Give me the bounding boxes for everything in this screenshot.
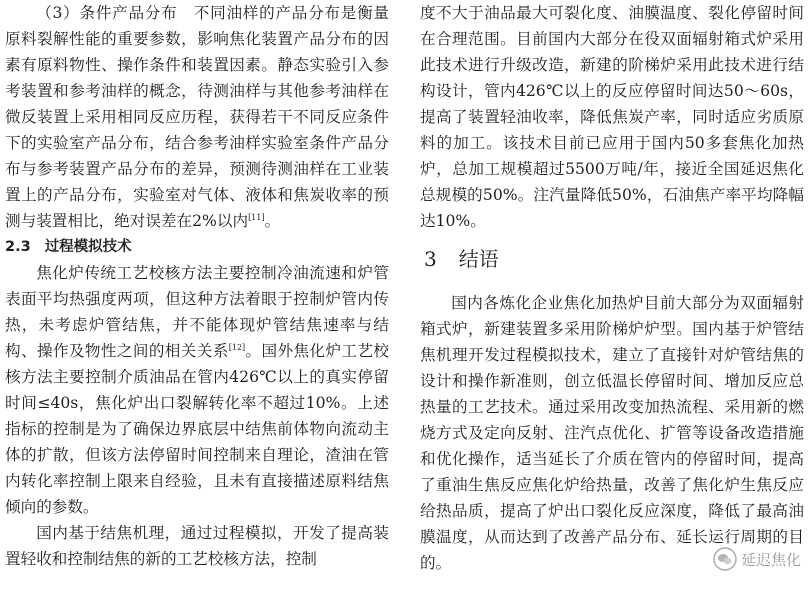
paragraph-text: 国内基于结焦机理，通过过程模拟，开发了提高装置轻收和控制结焦的新的工艺校核方法，控制 — [5, 524, 389, 568]
paragraph-text: 国内各炼化企业焦化加热炉目前大部分为双面辐射箱式炉，新建装置多采用阶梯炉炉型。国内基于炉管结焦机理开发过程模拟技术，建立了直接针对炉管结焦的设计和操作新准则，创立低温长停留时间、增加反应总热量的工艺技术。通过采用改变加热流程、采用新的燃烧方式及定向反射、注汽点优化、扩管等设备改造措施和优化操作，适当延长了介质在管内的停留时间，提高了重油生焦反应焦化炉给热量，改善了焦化炉生焦反应给热品质，提高了炉出口裂化反应深度，降低了最高油膜温度，从而达到了改善产品分布、延长运行周期的目的。 — [420, 294, 804, 572]
heading-title: 结语 — [458, 247, 499, 271]
wechat-icon — [713, 547, 737, 571]
paragraph-conclusion — [420, 290, 804, 576]
paragraph-text: 度不大于油品最大可裂化度、油膜温度、裂化停留时间在合理范围。目前国内大部分在役双面辐射箱式炉采用此技术进行升级改造，新建的阶梯炉采用此技术进行结构设计，管内426℃以上的反应停留时间达50～60s，提高了装置轻油收率，降低焦炭产率，同时适应劣质原料的加工。该技术目前已应用于国内50多套焦化加热炉，总加工规模超过5500万吨/年，接近全国延迟焦化总规模的50%。注汽量降低50%，石油焦产率平均降幅达10%。 — [420, 4, 804, 230]
watermark-text: 延迟焦化 — [740, 550, 801, 569]
right-column — [420, 0, 804, 576]
wechat-watermark — [711, 547, 803, 571]
heading-number: 3 — [424, 247, 437, 271]
section-heading-3 — [424, 244, 804, 274]
paragraph-text: （3）条件产品分布 不同油样的产品分布是衡量原料裂解性能的重要参数，影响焦化装置产品分布的因素有原料物性、操作条件和装置因素。静态实验引入参考装置和参考油样的概念，待测油样与其他参考油样在微反装置上采用相同反应历程，获得若干不同反应条件下的实验室产品分布，结合参考油样实验室条件产品分布与参考装置产品分布的差异，预测待测油样在工业装置上的产品分布，实验室对气体、液体和焦炭收率的预测与装置相比，绝对误差在2%以内 — [5, 4, 389, 230]
section-number: 2.3 — [5, 239, 31, 255]
left-column — [5, 0, 389, 572]
paragraph-text: 焦化炉传统工艺校核方法主要控制冷油流速和炉管表面平均热强度两项，但这种方法着眼于控制炉管内传热，未考虑炉管结焦，并不能体现炉管结焦速率与结构、操作及物性之间的相关关系 — [5, 264, 389, 360]
section-title: 过程模拟技术 — [44, 239, 132, 255]
citation-11[interactable]: [11] — [248, 213, 265, 222]
paragraph-text-end: 。 — [264, 212, 281, 230]
citation-12[interactable]: [12] — [228, 343, 246, 352]
paragraph-domestic-method — [5, 520, 389, 572]
section-heading-2-3 — [5, 234, 389, 260]
paragraph-process-simulation — [5, 260, 389, 520]
paragraph-product-distribution — [5, 0, 389, 234]
paragraph-text-end: 。国外焦化炉工艺校核方法主要控制介质油品在管内426℃以上的真实停留时间≤40s，焦化炉出口裂解转化率不超过10%。上述指标的控制是为了确保边界底层中结焦前体物向流动主体的扩散，但该方法停留时间控制来自理论，渣油在管内转化率控制上限来自经验，且未有直接描述原料结焦倾向的参数。 — [5, 342, 389, 516]
paragraph-continued — [420, 0, 804, 234]
